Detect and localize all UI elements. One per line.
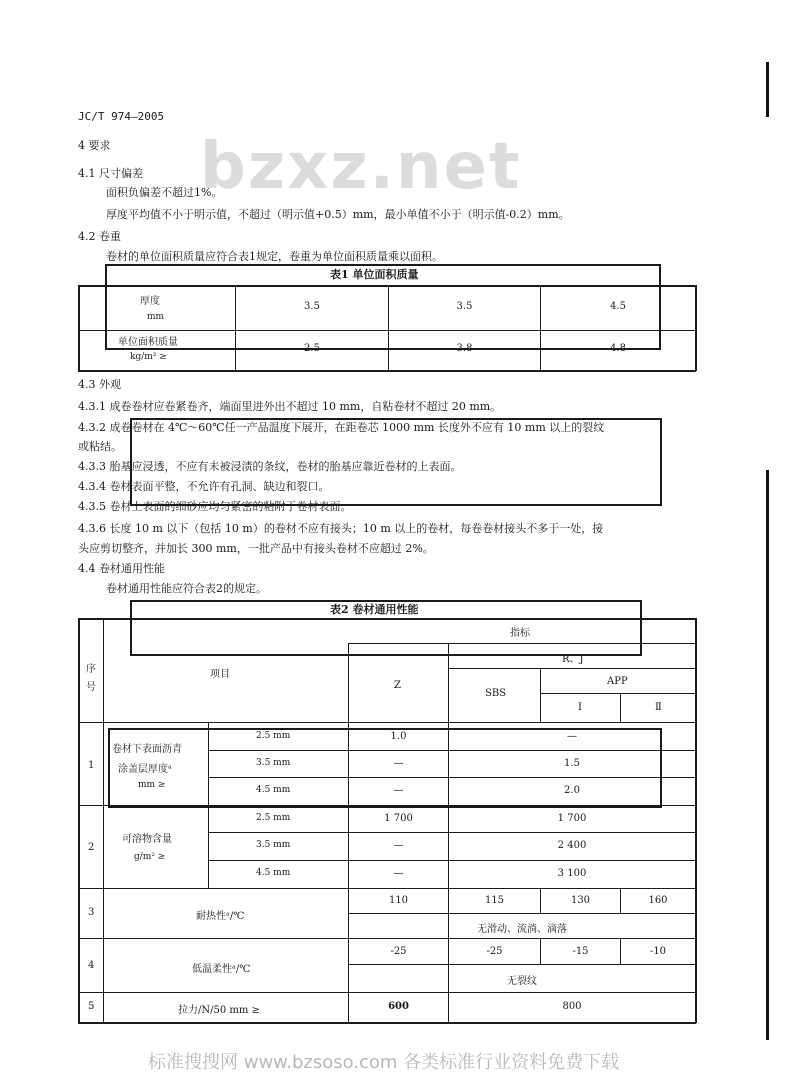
table2-r3-app2: 160 — [648, 895, 668, 906]
table2-r2-z-2: — — [393, 840, 404, 851]
table1-mass-1: 2.5 — [304, 343, 320, 354]
table2-r4-sbs: -25 — [486, 946, 503, 957]
table2-r4-note: 无裂纹 — [507, 976, 537, 987]
section-4-3-5: 4.3.5 卷材上表面的细砂应均匀紧密的粘附于卷材表面。 — [78, 500, 352, 513]
table2-r1-z-2: — — [393, 758, 404, 769]
section-4-4-title: 4.4 卷材通用性能 — [78, 562, 165, 575]
scan-edge-bar — [766, 62, 769, 117]
table1-row1-label: 厚度 — [140, 296, 160, 307]
table2-r3-app1: 130 — [570, 895, 591, 906]
table2-r2-rj-3: 3 100 — [557, 868, 587, 879]
table2-r5-no: 5 — [88, 1001, 95, 1012]
scan-overlay-box — [130, 600, 642, 656]
table2-head-seq: 序 — [86, 664, 96, 675]
table2-r2-sub-2: 3.5 mm — [256, 840, 291, 850]
document-code: JC/T 974—2005 — [78, 110, 165, 123]
table2-r4-label: 低温柔性ᵃ/℃ — [192, 964, 251, 975]
table2-caption: 表2 卷材通用性能 — [330, 603, 419, 616]
watermark-logo: bzxz.net — [200, 130, 522, 204]
table1-caption: 表1 单位面积质量 — [330, 268, 419, 281]
table2-r2-rj-2: 2 400 — [557, 840, 587, 851]
section-4-2-line1: 卷材的单位面积质量应符合表1规定，卷重为单位面积质量乘以面积。 — [106, 250, 443, 263]
table2-r1-sub-2: 3.5 mm — [256, 758, 291, 768]
table2-r1-z-3: — — [393, 785, 404, 796]
table2-head-app1: Ⅰ — [578, 702, 582, 713]
section-4-3-title: 4.3 外观 — [78, 378, 121, 391]
table2-r2-z-3: — — [393, 868, 404, 879]
table2-r2-no: 2 — [88, 842, 95, 853]
table2-r1-sub-1: 2.5 mm — [256, 731, 291, 741]
table2-head-rj: R、J — [562, 654, 584, 665]
scan-overlay-box — [108, 728, 662, 808]
table2-r1-rj-1: — — [567, 731, 577, 742]
section-4-title: 4 要求 — [78, 139, 111, 152]
table1-row1-unit: mm — [147, 312, 165, 322]
table2-head-index: 指标 — [510, 628, 530, 639]
table2-r2-label-a: 可溶物含量 — [122, 834, 172, 845]
table2-r1-z-1: 1.0 — [390, 731, 407, 742]
section-4-3-6a: 4.3.6 长度 10 m 以下（包括 10 m）的卷材不应有接头；10 m 以上的卷材，每卷卷材接头不多于一处，接 — [78, 522, 604, 535]
table2-r4-app2: -10 — [649, 946, 667, 957]
scan-edge-bar — [766, 470, 769, 1040]
table2-r2-label-b: g/m² ≥ — [134, 852, 166, 862]
table2-head-item: 项目 — [210, 669, 230, 680]
table2-r1-label-c: mm ≥ — [138, 780, 166, 790]
table1-mass-3: 4.8 — [610, 343, 626, 354]
table2-r5-label: 拉力/N/50 mm ≥ — [178, 1005, 260, 1016]
section-4-3-1: 4.3.1 成卷卷材应卷紧卷齐，端面里进外出不超过 10 mm，自粘卷材不超过 20 mm。 — [78, 400, 502, 413]
table2-r3-note: 无滑动、流淌、滴落 — [477, 924, 567, 935]
table1-thickness-2: 3.5 — [456, 301, 473, 312]
table2-r3-sbs: 115 — [484, 895, 505, 906]
table2-r1-rj-2: 1.5 — [564, 758, 580, 769]
table1-thickness-1: 3.5 — [304, 301, 320, 312]
section-4-3-6b: 头应剪切整齐，并加长 300 mm，一批产品中有接头卷材不应超过 2%。 — [78, 542, 434, 555]
scan-overlay-box — [105, 264, 661, 350]
table2-r1-label-a: 卷材下表面沥青 — [112, 744, 182, 755]
table2-r3-z: 110 — [388, 895, 409, 906]
section-4-3-2a: 4.3.2 成卷卷材在 4℃～60℃任一产品温度下展开，在距卷芯 1000 mm 长度外不应有 10 mm 以上的裂纹 — [78, 421, 605, 434]
table2-head-sbs: SBS — [485, 688, 507, 699]
table2-r2-sub-1: 2.5 mm — [256, 813, 291, 823]
table1-mass-2: 3.8 — [456, 343, 473, 354]
table2-r2-sub-3: 4.5 mm — [256, 868, 291, 878]
table2-r1-no: 1 — [88, 760, 95, 771]
table2-head-app2: Ⅱ — [655, 702, 662, 713]
table2-r2-rj-1: 1 700 — [557, 813, 587, 824]
table2-r4-app1: -15 — [572, 946, 589, 957]
table2-r4-z: -25 — [390, 946, 407, 957]
table2-r1-sub-3: 4.5 mm — [256, 785, 291, 795]
table2-r3-label: 耐热性ᵃ/℃ — [196, 911, 245, 922]
table1-row2-unit: kg/m² ≥ — [130, 352, 167, 362]
table2-r2-z-1: 1 700 — [384, 813, 413, 824]
section-4-1-line1: 面积负偏差不超过1%。 — [106, 186, 223, 199]
table1-thickness-3: 4.5 — [610, 301, 626, 312]
table2-r1-rj-3: 2.0 — [564, 785, 580, 796]
section-4-2-title: 4.2 卷重 — [78, 230, 121, 243]
table2-r3-no: 3 — [88, 907, 95, 918]
section-4-1-line2: 厚度平均值不小于明示值，不超过（明示值+0.5）mm，最小单值不小于（明示值-0.2）mm。 — [106, 208, 570, 221]
table2-r1-label-b: 涂盖层厚度ᵃ — [118, 764, 172, 775]
table2-head-z: Z — [394, 680, 401, 691]
section-4-1-title: 4.1 尺寸偏差 — [78, 167, 143, 180]
section-4-3-4: 4.3.4 卷材表面平整，不允许有孔洞、缺边和裂口。 — [78, 480, 330, 493]
section-4-3-2b: 或粘结。 — [78, 440, 122, 453]
table2-r5-rj: 800 — [562, 1001, 582, 1012]
table1-row2-label: 单位面积质量 — [118, 337, 178, 348]
table2-r5-z: 600 — [388, 1001, 409, 1012]
table2-r4-no: 4 — [88, 960, 95, 971]
table2-head-app: APP — [607, 676, 628, 687]
watermark-footer: 标准搜搜网 www.bzsoso.com 各类标准行业资料免费下载 — [148, 1052, 620, 1073]
section-4-4-line1: 卷材通用性能应符合表2的规定。 — [106, 582, 267, 595]
table2-head-seq-b: 号 — [86, 682, 96, 693]
scan-overlay-box — [130, 418, 662, 506]
section-4-3-3: 4.3.3 胎基应浸透，不应有未被浸渍的条纹，卷材的胎基应靠近卷材的上表面。 — [78, 460, 462, 473]
